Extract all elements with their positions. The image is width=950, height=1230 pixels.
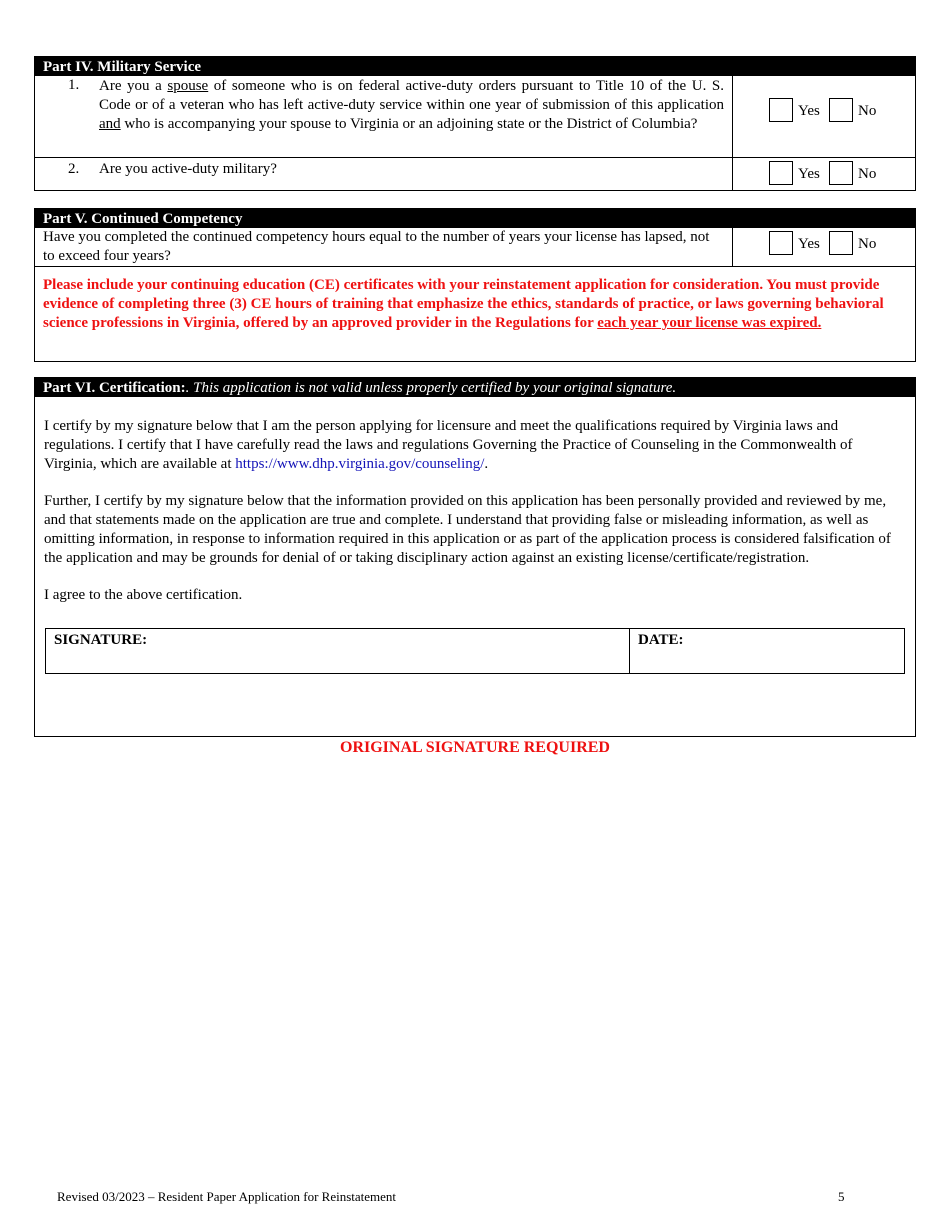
question-1-text: Are you a spouse of someone who is on federal active-duty orders pursuant to Title 10 of the U. S. Code or of a veteran who has left active-duty service within one year of submission of this application and who is accompanying your spouse to Virginia or an adjoining state or the District of Columbia? — [99, 78, 724, 132]
signature-label: SIGNATURE: — [54, 632, 148, 648]
certification-paragraph-2: Further, I certify by my signature below that the information provided on this application has been personally provided and reviewed by me, and that statements made on the application are true and complete. I understand that providing false or misleading information, as well as omitting information, in response to information required in this application or as part of the application process is considered falsification of the application and may be grounds for denial of or taking disciplinary action against an existing license/certificate/registration. — [44, 493, 891, 566]
q2-no-label: No — [858, 166, 877, 182]
competency-yes-checkbox[interactable] — [769, 231, 793, 255]
question-1-number: 1. — [68, 77, 80, 93]
competency-yes-label: Yes — [798, 236, 820, 252]
part-5-continued-competency — [34, 208, 916, 362]
q2-yes-checkbox[interactable] — [769, 161, 793, 185]
q1-no-checkbox[interactable] — [829, 98, 853, 122]
part-5-heading: Part V. Continued Competency — [35, 209, 915, 228]
original-signature-required: ORIGINAL SIGNATURE REQUIRED — [340, 739, 610, 756]
signature-field[interactable] — [46, 629, 630, 673]
part-6-heading: Part VI. Certification:. This application is not valid unless properly certified by your original signature. — [35, 378, 915, 397]
q2-yes-label: Yes — [798, 166, 820, 182]
part-6-certification — [34, 377, 916, 737]
certification-agreement: I agree to the above certification. — [44, 587, 243, 603]
competency-question-text: Have you completed the continued competency hours equal to the number of years your license has lapsed, not to exceed four years? — [43, 229, 710, 264]
ce-notice-row — [35, 266, 915, 361]
q1-yes-label: Yes — [798, 103, 820, 119]
footer-revision: Revised 03/2023 – Resident Paper Application for Reinstatement — [57, 1189, 397, 1204]
question-1-row — [35, 76, 915, 157]
q1-yes-checkbox[interactable] — [769, 98, 793, 122]
date-field[interactable] — [630, 629, 904, 673]
question-2-number: 2. — [68, 161, 80, 177]
part-4-military-service — [34, 56, 916, 191]
question-2-text: Are you active-duty military? — [99, 161, 277, 177]
question-2-row — [35, 157, 915, 190]
page-number: 5 — [838, 1189, 845, 1204]
certification-paragraph-1: I certify by my signature below that I am the person applying for licensure and meet the qualifications required by Virginia laws and regulations. I certify that I have carefully read the laws and regulations Governing the Practice of Counseling in the Commonwealth of Virginia, which are available at https://www.dhp.virginia.gov/counseling/. — [44, 418, 853, 472]
ce-notice: Please include your continuing education (CE) certificates with your reinstatement application for consideration. You must provide evidence of completing three (3) CE hours of training that emphasize the ethics, standards of practice, or laws governing behavioral science professions in Virginia, offered by an approved provider in the Regulations for each year your license was expired. — [43, 277, 884, 331]
signature-table — [45, 628, 905, 674]
date-label: DATE: — [638, 632, 684, 648]
question-1-answer — [733, 76, 915, 157]
q1-no-label: No — [858, 103, 877, 119]
question-2-answer — [733, 158, 915, 190]
q2-no-checkbox[interactable] — [829, 161, 853, 185]
competency-no-label: No — [858, 236, 877, 252]
competency-question-row — [35, 228, 915, 266]
competency-answer — [733, 228, 915, 266]
counseling-regulations-link[interactable]: https://www.dhp.virginia.gov/counseling/ — [235, 456, 485, 472]
part-4-heading: Part IV. Military Service — [35, 57, 915, 76]
competency-no-checkbox[interactable] — [829, 231, 853, 255]
